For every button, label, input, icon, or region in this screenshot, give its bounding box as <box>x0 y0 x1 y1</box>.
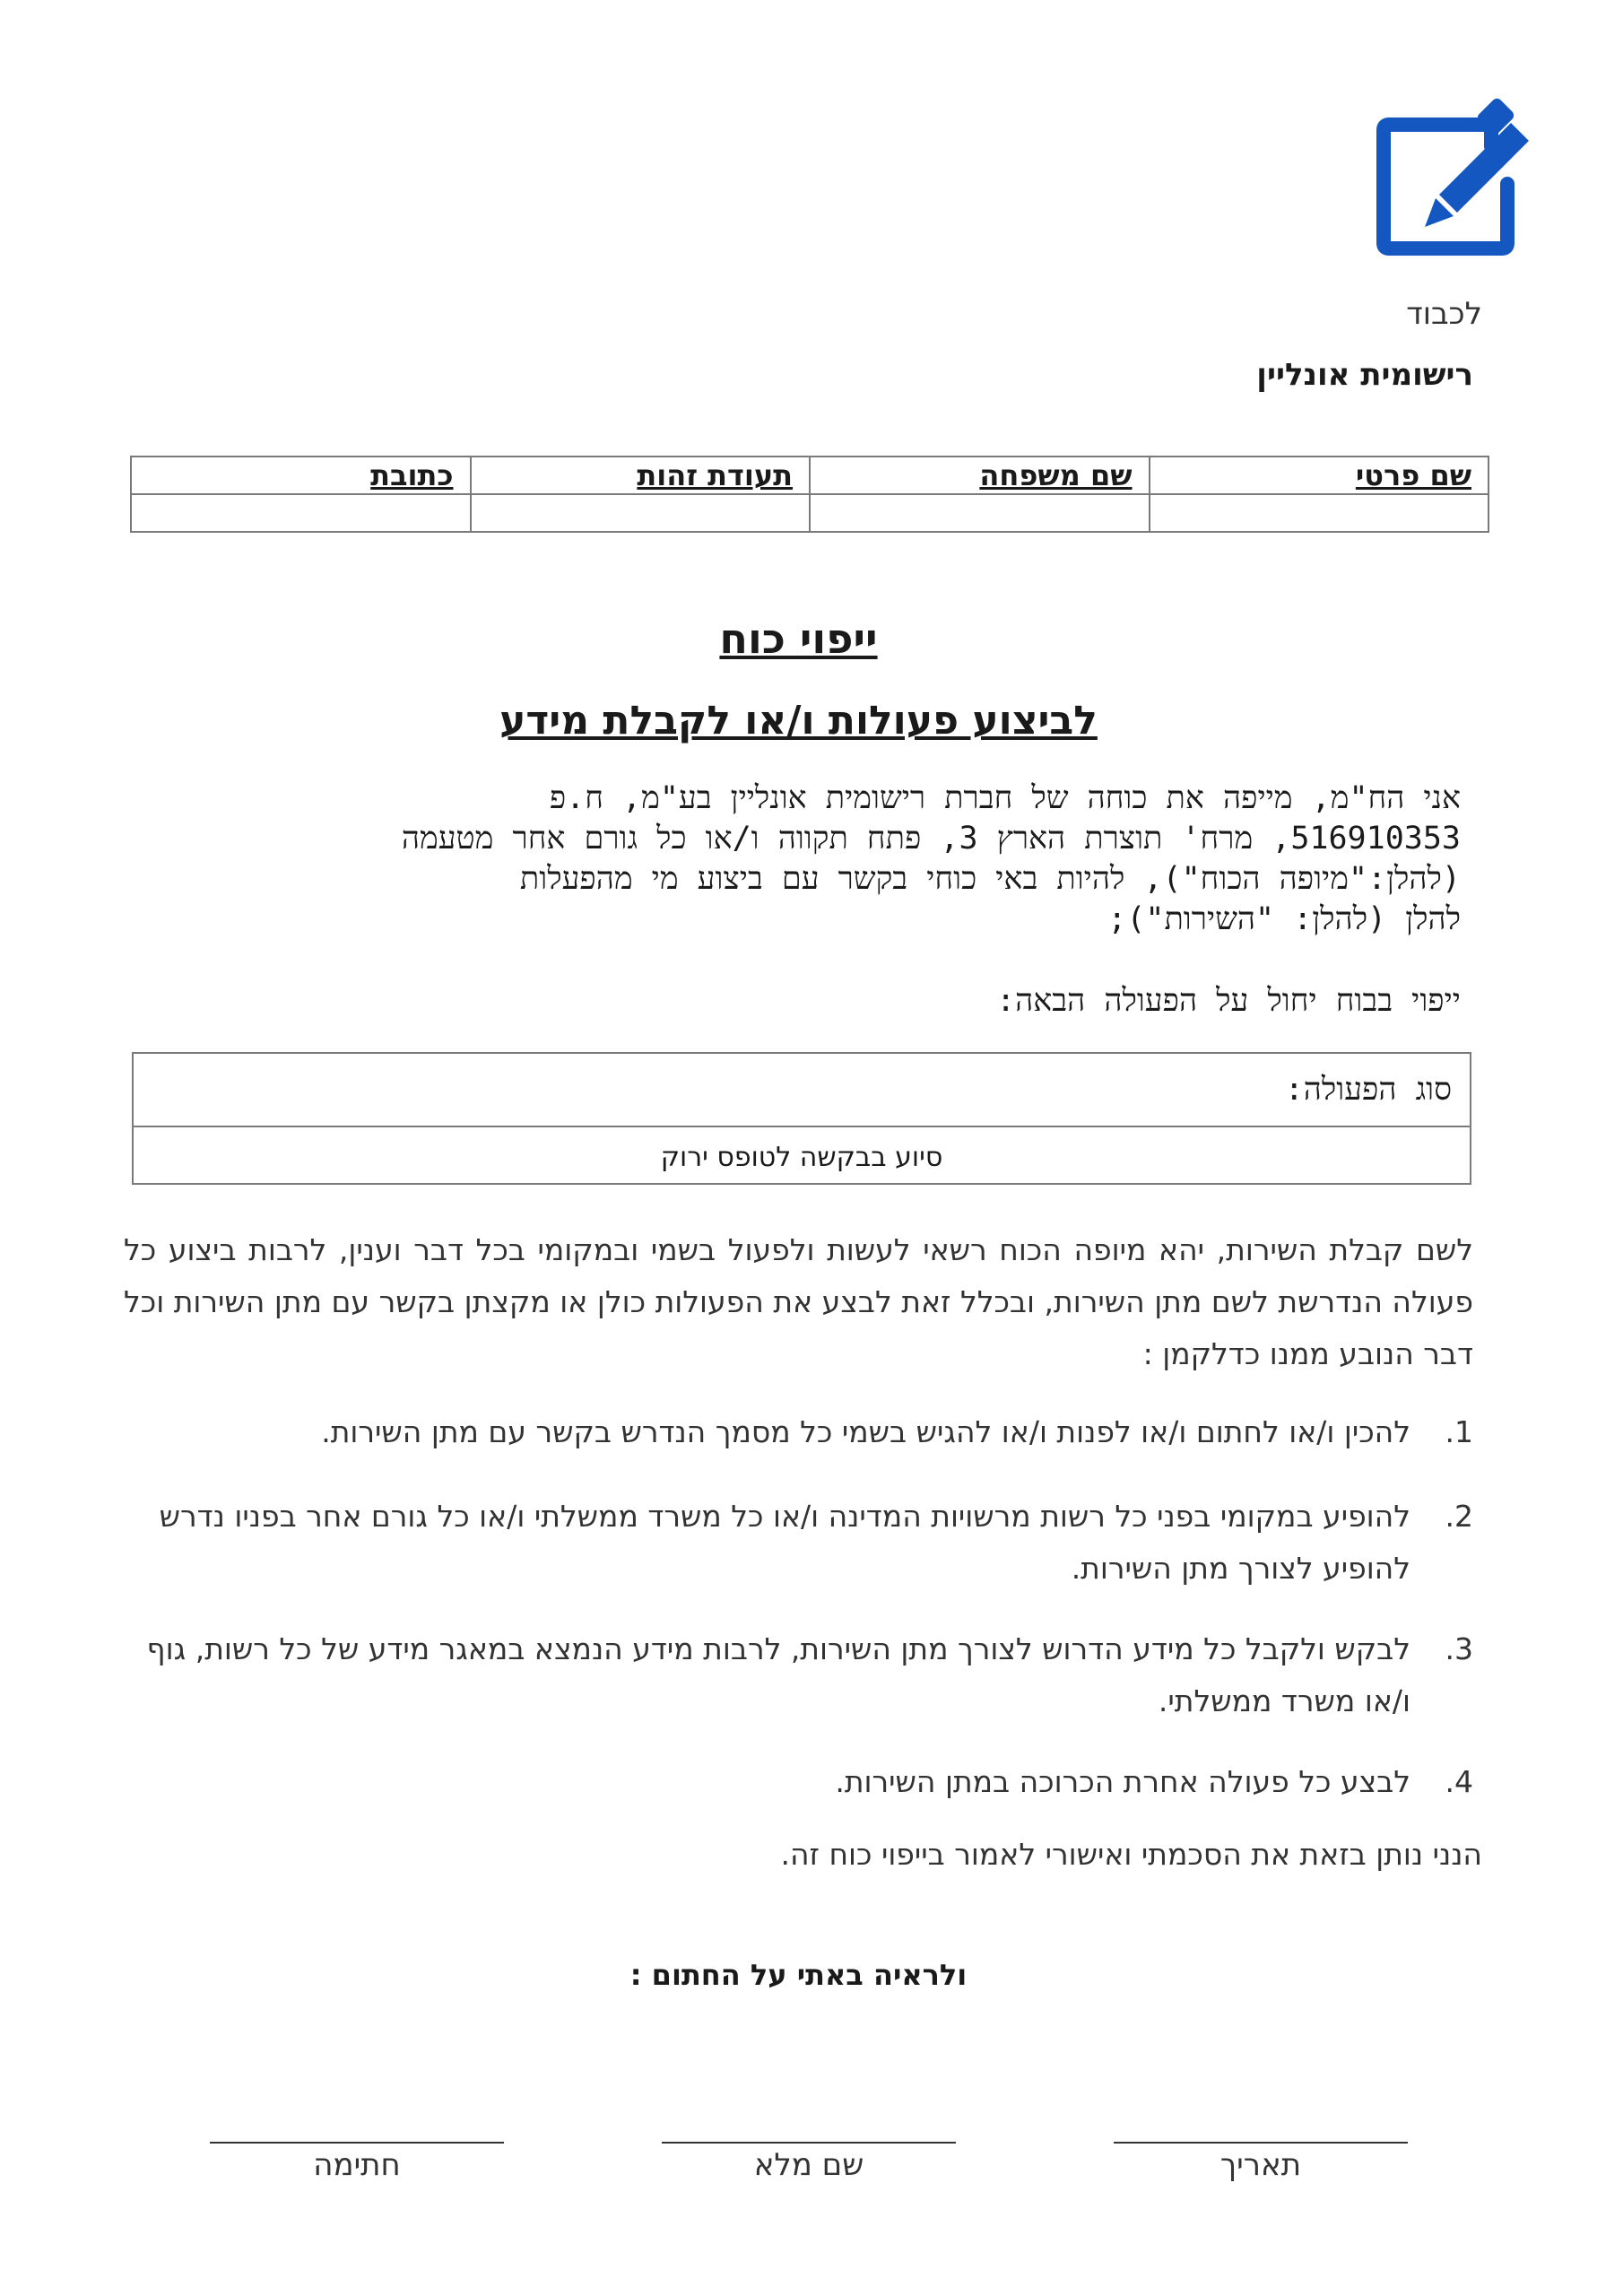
intro-paragraph: אני הח"מ, מייפה את כוחה של חברת רישומית אונליין בע"מ, ח.פ 516910353, מרח' תוצרת הארץ 3, פתח תקווה ו/או כל גורם אחר מטעמה (להלן:"מיופה הכוח"), להיות באי כוחי בקשר עם ביצוע מי מהפעלות להלן (להלן: "השירות"); <box>401 780 1461 937</box>
list-item-text: להופיע במקומי בפני כל רשות מרשויות המדינה ו/או כל משרד ממשלתי ו/או כל גורם אחר בפניו נדרש להופיע לצורך מתן השירות. <box>159 1499 1410 1586</box>
personal-details-table <box>130 456 1489 533</box>
id-number-field[interactable] <box>471 494 811 532</box>
list-item-number: 2. <box>1445 1499 1473 1534</box>
list-item <box>119 1756 1473 1808</box>
document-subtitle: לביצוע פעולות ו/או לקבלת מידע <box>499 698 1098 744</box>
list-item-text: לבצע כל פעולה אחרת הכרוכה במתן השירות. <box>835 1764 1410 1799</box>
list-item <box>119 1406 1473 1458</box>
signature-label: חתימה <box>313 2147 401 2183</box>
action-type-box <box>132 1052 1471 1185</box>
last-name-field[interactable] <box>810 494 1150 532</box>
action-type-value: סיוע בבקשה לטופס ירוק <box>660 1141 943 1173</box>
date-line[interactable] <box>1114 2142 1408 2144</box>
witness-statement: ולראיה באתי על החתום : <box>629 1958 968 1992</box>
list-item <box>119 1623 1473 1727</box>
address-field[interactable] <box>131 494 471 532</box>
header-last-name: שם משפחה <box>810 457 1150 494</box>
full-name-label: שם מלא <box>753 2147 864 2183</box>
to-label: לכבוד <box>1406 296 1482 332</box>
date-label: תאריך <box>1219 2147 1302 2183</box>
document-title: ייפוי כוח <box>719 614 878 663</box>
header-address: כתובת <box>131 457 471 494</box>
header-first-name: שם פרטי <box>1150 457 1489 494</box>
edit-document-icon <box>1376 94 1538 256</box>
first-name-field[interactable] <box>1150 494 1489 532</box>
table-input-row <box>131 494 1489 532</box>
table-header-row <box>131 457 1489 494</box>
list-item-number: 1. <box>1445 1414 1473 1449</box>
list-item <box>119 1491 1473 1595</box>
full-name-line[interactable] <box>662 2142 956 2144</box>
list-item-number: 3. <box>1445 1631 1473 1666</box>
consent-statement: הנני נותן בזאת את הסכמתי ואישורי לאמור בייפוי כוח זה. <box>780 1837 1482 1872</box>
list-item-text: להכין ו/או לחתום ו/או לפנות ו/או להגיש בשמי כל מסמך הנדרש בקשר עם מתן השירות. <box>321 1414 1410 1449</box>
action-intro: ייפוי בבוח יחול על הפעולה הבאה: <box>996 983 1461 1019</box>
header-id-number: תעודת זהות <box>471 457 811 494</box>
addressee-name: רישומית אונליין <box>1256 357 1473 393</box>
list-item-number: 4. <box>1445 1764 1473 1799</box>
action-type-label: סוג הפעולה: <box>134 1054 1470 1127</box>
body-paragraph: לשם קבלת השירות, יהא מיופה הכוח רשאי לעשות ולפעול בשמי ובמקומי בכל דבר וענין, לרבות ביצוע כל פעולה הנדרשת לשם מתן השירות, ובכלל זאת לבצע את הפעולות כולן או מקצתן בקשר עם מתן השירות וכל דבר הנובע ממנו כדלקמן : <box>124 1232 1473 1371</box>
signature-line[interactable] <box>210 2142 504 2144</box>
list-item-text: לבקש ולקבל כל מידע הדרוש לצורך מתן השירות, לרבות מידע הנמצא במאגר מידע של כל רשות, גוף ו/או משרד ממשלתי. <box>146 1631 1410 1718</box>
